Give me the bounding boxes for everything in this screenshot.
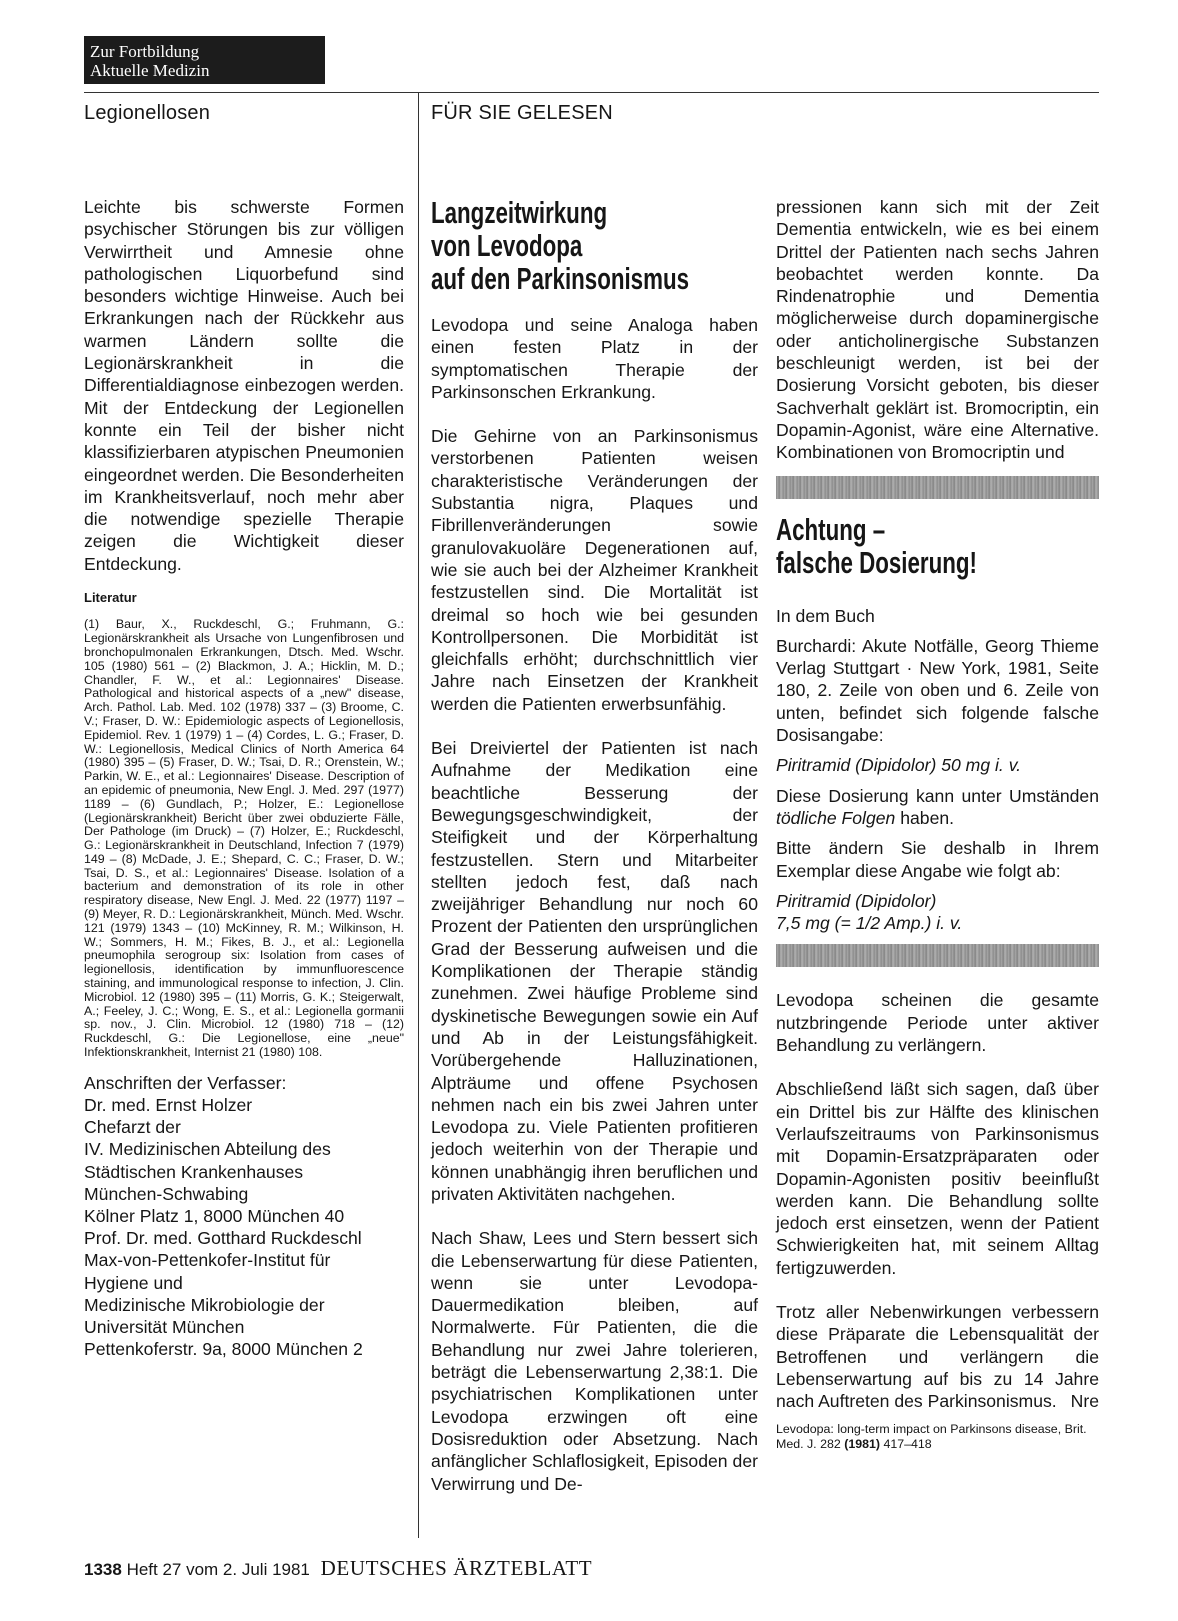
author-signature: Nre xyxy=(1070,1391,1099,1412)
corrected-dose-line-1: Piritramid (Dipidolor) xyxy=(776,890,937,911)
magazine-title: DEUTSCHES ÄRZTEBLATT xyxy=(320,1556,593,1580)
address-line: IV. Medizinischen Abteilung des xyxy=(84,1139,331,1160)
notice-box-top-bar xyxy=(776,476,1099,499)
article-headline xyxy=(431,196,733,298)
warning-text-end: haben. xyxy=(895,807,955,828)
article-paragraph: Bei Dreiviertel der Patienten ist nach Aufnahme der Medikation eine beachtliche Besserung der Bewegungsgeschwindigkeit, der Steifigkeit und der Körperhaltung festzustellen. Stern und Mitarbeiter stellten jedoch fest, daß nach zweijähriger Behandlung nur noch 60 Prozent der Patienten den ursprünglichen Grad der Besserung aufweisen und die Komplikationen der Therapie ständig zunehmen. Zwei häufige Probleme sind dyskinetische Bewegungen sowie ein Auf und Ab in der Leistungsfähigkeit. Vorübergehende Halluzinationen, Alpträume und offene Psychosen nehmen nach ein bis zwei Jahren unter Levodopa zu. Viele Patienten profitieren jedoch weiterhin von der Therapie und können unabhängig ihren beruflichen und privaten Aktivitäten nachgehen. xyxy=(431,738,758,1204)
citation-pages: 417–418 xyxy=(880,1436,932,1451)
notice-box-bottom-bar xyxy=(776,944,1099,967)
badge-line-1: Zur Fortbildung xyxy=(90,42,200,61)
section-badge xyxy=(84,36,325,84)
literature-heading: Literatur xyxy=(84,590,137,606)
corrected-dose-line-2: 7,5 mg (= 1/2 Amp.) i. v. xyxy=(776,913,963,934)
reference-list: (1) Baur, X., Ruckdeschl, G.; Fruhmann, G.: Legionärskrankheit als Ursache von Lungenfibrosen und bronchopulmonalen Erkrankungen, Dtsch. Med. Wschr. 105 (1980) 561 – (2) Blackmon, J. A.; Hicklin, M. D.; Chandler, F. W., et al.: Legionnaires' Disease. Pathological and historical aspects of a „new" disease, Arch. Pathol. Lab. Med. 102 (1978) 337 – (3) Broome, C. V.; Fraser, D. W.: Epidemiologic aspects of Legionellosis, Epidemiol. Rev. 1 (1979) 1 – (4) Cordes, L. G.; Fraser, D. W.: Legionellosis, Medical Clinics of North America 64 (1980) 395 – (5) Fraser, D. W.; Tsai, D. R.; Orenstein, W.; Parkin, W. E., et al.: Legionnaires' Disease. Description of an epidemic of pneumonia, New Engl. J. Med. 297 (1977) 1189 – (6) Gundlach, P.; Holzer, E.: Legionellose (Legionärskrankheit) Bericht über zwei obduzierte Fälle, Der Pathologe (im Druck) – (7) Holzer, E.; Ruckdeschl, G.: Legionärskrankheit in Deutschland, Infection 7 (1979) 149 – (8) McDade, J. E.; Shepard, C. C.; Fraser, D. W.; Tsai, D. S., et al.: Legionnaires' Disease. Isolation of a bacterium and demonstration of its role in other respiratory disease, New Engl. J. Med. 22 (1977) 1197 – (9) Meyer, R. D.: Legionärskrankheit, Münch. Med. Wschr. 121 (1979) 1343 – (10) McKinney, R. M.; Wilkinson, H. W.; Sommers, H. M.; Fikes, B. J., et al.: Legionella pneumophila serogroup six: Isolation from cases of legionellosis, identification by immunfluorescence staining, and immunological response to infection, J. Clin. Microbiol. 12 (1980) 395 – (11) Morris, G. K.; Steigerwalt, A.; Feeley, J. C.; Wong, E. S., et al.: Legionella gormanii sp. nov., J. Clin. Microbiol. 12 (1980) 718 – (12) Ruckdeschl, G.: Die Legionellose, eine „neue" Infektionskrankheit, Internist 21 (1980) 108. xyxy=(84,617,404,1060)
address-line: Städtischen Krankenhauses xyxy=(84,1161,304,1182)
article-paragraph xyxy=(776,1301,1099,1412)
article-paragraph: pressionen kann sich mit der Zeit Dementia entwickeln, wie es bei einem Drittel der Patienten nach sechs Jahren beobachtet werden konnte. Da Rindenatrophie und Dementia möglicherweise durch dopaminergische oder anticholinergische Substanzen beschleunigt werden, ist bei der Dosierung Vorsicht geboten, bis dieser Sachverhalt geklärt ist. Bromocriptin, ein Dopamin-Agonist, wäre eine Alternative. Kombinationen von Bromocriptin und xyxy=(776,197,1099,463)
notice-paragraph xyxy=(776,785,1099,830)
intro-paragraph: Leichte bis schwerste Formen psychischer Störungen bis zur völligen Verwirrtheit und Amnesie ohne pathologischen Liquorbefund sind besonders wichtige Hinweise. Auch bei Erkrankungen nach der Rückkehr aus warmen Ländern sollte die Legionärskrankheit in die Differentialdiagnose einbezogen werden. Mit der Entdeckung der Legionellen konnte ein Teil der bisher nicht klassifizierbaren atypischen Pneumonien eingeordnet werden. Die Besonderheiten im Krankheitsverlauf, noch mehr aber die notwendige spezielle Therapie zeigen die Wichtigkeit dieser Entdeckung. xyxy=(84,197,404,574)
notice-paragraph: Bitte ändern Sie deshalb in Ihrem Exemplar diese Angabe wie folgt ab: xyxy=(776,838,1099,881)
address-line: Max-von-Pettenkofer-Institut für xyxy=(84,1250,331,1271)
headline-line: Achtung – xyxy=(776,511,886,547)
headline-line: auf den Parkinsonismus xyxy=(431,261,689,296)
closing-text: Trotz aller Nebenwirkungen verbessern diese Präparate die Lebensqualität der Betroffenen und verlängern die Lebenserwartung auf bis zu 14 Jahre nach Auftreten des Parkinsonismus. xyxy=(776,1301,1099,1412)
article-paragraph: Die Gehirne von an Parkinsonismus verstorbenen Patienten weisen charakteristische Veränderungen der Substantia nigra, Plaques und Fibrillenveränderungen sowie granulovakuoläre Degenerationen auf, wie sie auch bei der Alzheimer Krankheit festzustellen sind. Die Mortalität ist dreimal so hoch wie bei gesunden Kontrollpersonen. Die Morbidität ist gleichfalls erhöht; durchschnittlich vier Jahre nach Einsetzen der Krankheit werden die Patienten erwerbsunfähig. xyxy=(431,426,758,714)
address-line: Pettenkoferstr. 9a, 8000 München 2 xyxy=(84,1339,363,1360)
wrong-dose: Piritramid (Dipidolor) 50 mg i. v. xyxy=(776,755,1022,776)
address-line: Kölner Platz 1, 8000 München 40 xyxy=(84,1206,345,1227)
address-line: Anschriften der Verfasser: xyxy=(84,1072,287,1093)
notice-paragraph: In dem Buch xyxy=(776,605,875,626)
warning-emphasis: tödliche Folgen xyxy=(776,807,896,828)
headline-line: von Levodopa xyxy=(431,228,583,263)
column-middle xyxy=(431,196,758,1495)
warning-text: Diese Dosierung kann unter Umständen xyxy=(776,785,1099,806)
section-title-left: Legionellosen xyxy=(84,102,211,124)
article-paragraph: Levodopa scheinen die gesamte nutzbringende Periode unter aktiver Behandlung zu verlängern. xyxy=(776,990,1099,1056)
issue-info: Heft 27 vom 2. Juli 1981 xyxy=(126,1560,310,1579)
author-addresses xyxy=(84,1072,404,1361)
citation-year: (1981) xyxy=(844,1436,881,1451)
address-line: Chefarzt der xyxy=(84,1117,181,1138)
badge-line-2: Aktuelle Medizin xyxy=(90,61,210,80)
column-right xyxy=(776,196,1099,1451)
section-title-right: FÜR SIE GELESEN xyxy=(431,102,613,124)
address-line: München-Schwabing xyxy=(84,1183,249,1204)
top-rule xyxy=(84,92,1099,93)
address-line: Prof. Dr. med. Gotthard Ruckdeschl xyxy=(84,1228,362,1249)
address-line: Universität München xyxy=(84,1317,245,1338)
notice-headline xyxy=(776,513,1078,587)
headline-line: falsche Dosierung! xyxy=(776,544,977,580)
column-divider xyxy=(418,92,419,1538)
source-citation xyxy=(776,1422,1099,1451)
article-paragraph: Abschließend läßt sich sagen, daß über ein Drittel bis zur Hälfte des klinischen Verlaufszeitraums von Parkinsonismus mit Dopamin-Ersatzpräparaten oder Dopamin-Agonisten positiv beeinflußt werden kann. Die Behandlung sollte jedoch erst einsetzen, wenn der Patient Schwierigkeiten hat, mit seinem Alltag fertigzuwerden. xyxy=(776,1079,1099,1278)
page-number: 1338 xyxy=(84,1560,122,1579)
citation-text: Levodopa: long-term impact on Parkinsons disease, Brit. Med. J. 282 xyxy=(776,1422,1087,1451)
article-paragraph: Levodopa und seine Analoga haben einen festen Platz in der symptomatischen Therapie der Parkinsonschen Erkrankung. xyxy=(431,315,758,402)
address-line: Hygiene und xyxy=(84,1272,183,1293)
notice-paragraph: Burchardi: Akute Notfälle, Georg Thieme Verlag Stuttgart · New York, 1981, Seite 180, 2. Zeile von oben und 6. Zeile von unten, befindet sich folgende falsche Dosisangabe: xyxy=(776,635,1099,746)
column-left xyxy=(84,196,404,1360)
headline-line: Langzeitwirkung xyxy=(431,195,608,230)
article-paragraph: Nach Shaw, Lees und Stern bessert sich die Lebenserwartung für diese Patienten, wenn sie unter Levodopa-Dauermedikation bleiben, auf Normalwerte. Für Patienten, die die Behandlung nur zwei Jahre tolerieren, beträgt die Lebenserwartung 2,38:1. Die psychiatrischen Komplikationen unter Levodopa erzwingen oft eine Dosisreduktion oder Absetzung. Nach anfänglicher Schlaflosigkeit, Episoden der Verwirrung und De- xyxy=(431,1228,758,1494)
page-footer xyxy=(84,1556,592,1581)
address-line: Medizinische Mikrobiologie der xyxy=(84,1294,325,1315)
address-line: Dr. med. Ernst Holzer xyxy=(84,1095,253,1116)
